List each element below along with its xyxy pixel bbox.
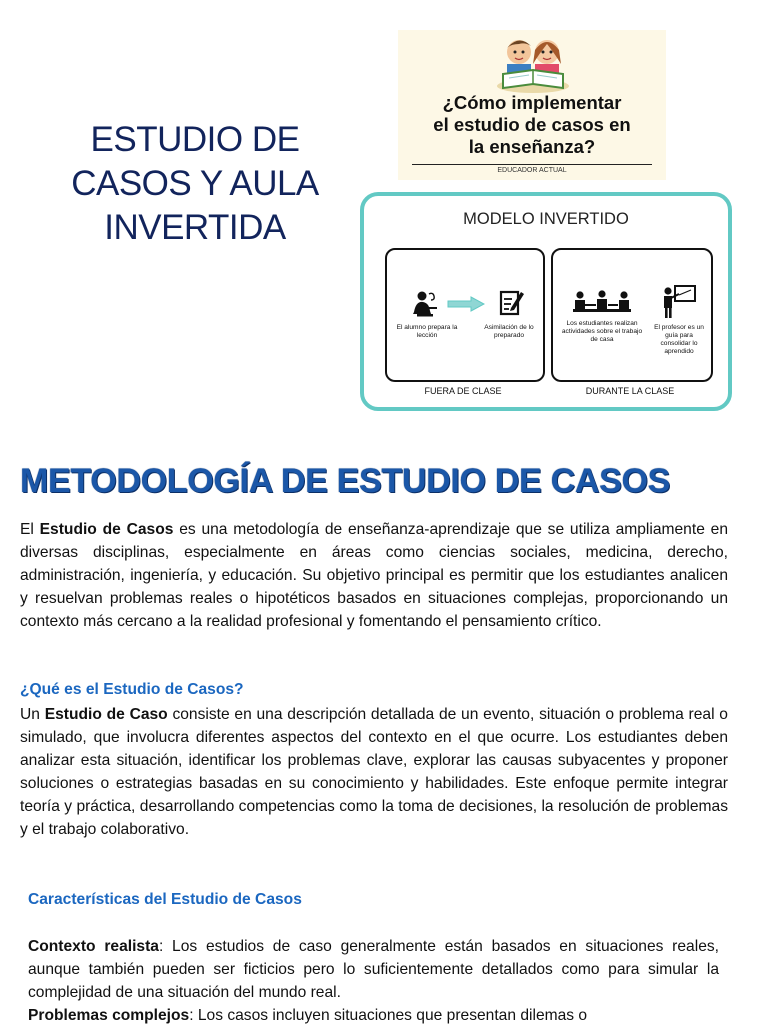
diagram-title: MODELO INVERTIDO (463, 210, 629, 228)
step-activities-caption: Los estudiantes realizan actividades sobre el trabajo de casa (561, 320, 643, 343)
cover-title (40, 118, 350, 250)
cover-title-line-2: CASOS Y AULA (71, 164, 319, 203)
students-group-icon (573, 290, 631, 314)
article-card-line-1: ¿Cómo implementar (442, 92, 622, 113)
article-card-line-2: el estudio de casos en (433, 114, 631, 135)
intro-bold-term: Estudio de Casos (39, 521, 174, 538)
feature-2-text: : Los casos incluyen situaciones que presentan dilemas o (189, 1007, 588, 1024)
teacher-board-icon (661, 284, 697, 320)
step-prepare-caption: El alumno prepara la lección (396, 324, 458, 339)
article-card (398, 30, 666, 180)
article-card-divider (412, 164, 652, 165)
step-teacher-caption: El profesor es un guía para consolidar lo aprendido (654, 324, 704, 355)
article-card-title (398, 92, 666, 158)
what-text-start: Un (20, 706, 45, 723)
what-bold-term: Estudio de Caso (44, 706, 168, 723)
what-is-subheading: ¿Qué es el Estudio de Casos? (20, 681, 244, 698)
intro-paragraph (20, 518, 728, 633)
article-card-line-3: la enseñanza? (468, 136, 596, 157)
arrow-right-icon (447, 296, 485, 312)
cover-title-line-3: INVERTIDA (104, 208, 286, 247)
what-text-rest: consiste en una descripción detallada de un evento, situación o problema real o simulado, que involucra diferentes aspectos del contexto en el que ocurre. Los estudiantes deben analizar esta situación, identificar los problemas clave, explorar las causas subyacentes y proponer soluciones o estrategias basadas en su conocimiento y habilidades. Este enfoque permite integrar teoría y práctica, desarrollando competencias como la toma de decisiones, la resolución de problemas y el trabajo colaborativo. (20, 706, 728, 838)
feature-1-term: Contexto realista (28, 938, 159, 955)
features-subheading: Características del Estudio de Casos (28, 891, 302, 908)
stage-during-class (551, 248, 713, 382)
feature-2-term: Problemas complejos (28, 1007, 190, 1024)
step-assimilation-caption: Asimilación de lo preparado (484, 324, 534, 339)
cover-title-line-1: ESTUDIO DE (90, 120, 300, 159)
feature-realistic-context (28, 935, 719, 1004)
stage-outside-label: FUERA DE CLASE (424, 386, 502, 396)
feature-1-text: : Los estudios de caso generalmente están basados en situaciones reales, aunque también pueden ser ficticios pero lo suficientemente detallados como para simular la complejidad de una situación del mundo real. (28, 938, 719, 1001)
student-studying-icon (409, 290, 439, 318)
section-heading: METODOLOGÍA DE ESTUDIO DE CASOS (20, 462, 670, 500)
intro-text-rest: es una metodología de enseñanza-aprendizaje que se utiliza ampliamente en diversas disciplinas, especialmente en áreas como ciencias sociales, medicina, derecho, administración, ingeniería, y educación. Su objetivo principal es permitir que los estudiantes analicen y resuelvan problemas reales o hipotéticos basados en situaciones complejas, proporcionando un contexto más cercano a la realidad profesional y fomentando el pensamiento crítico. (20, 521, 728, 630)
what-is-paragraph (20, 703, 728, 841)
stage-during-label: DURANTE LA CLASE (585, 386, 675, 396)
notepad-pen-icon (499, 288, 525, 316)
flipped-model-diagram (360, 192, 732, 411)
article-card-source: EDUCADOR ACTUAL (497, 167, 567, 174)
stage-outside-class (385, 248, 545, 382)
intro-text-start: El (20, 521, 40, 538)
children-reading-icon (495, 34, 571, 94)
